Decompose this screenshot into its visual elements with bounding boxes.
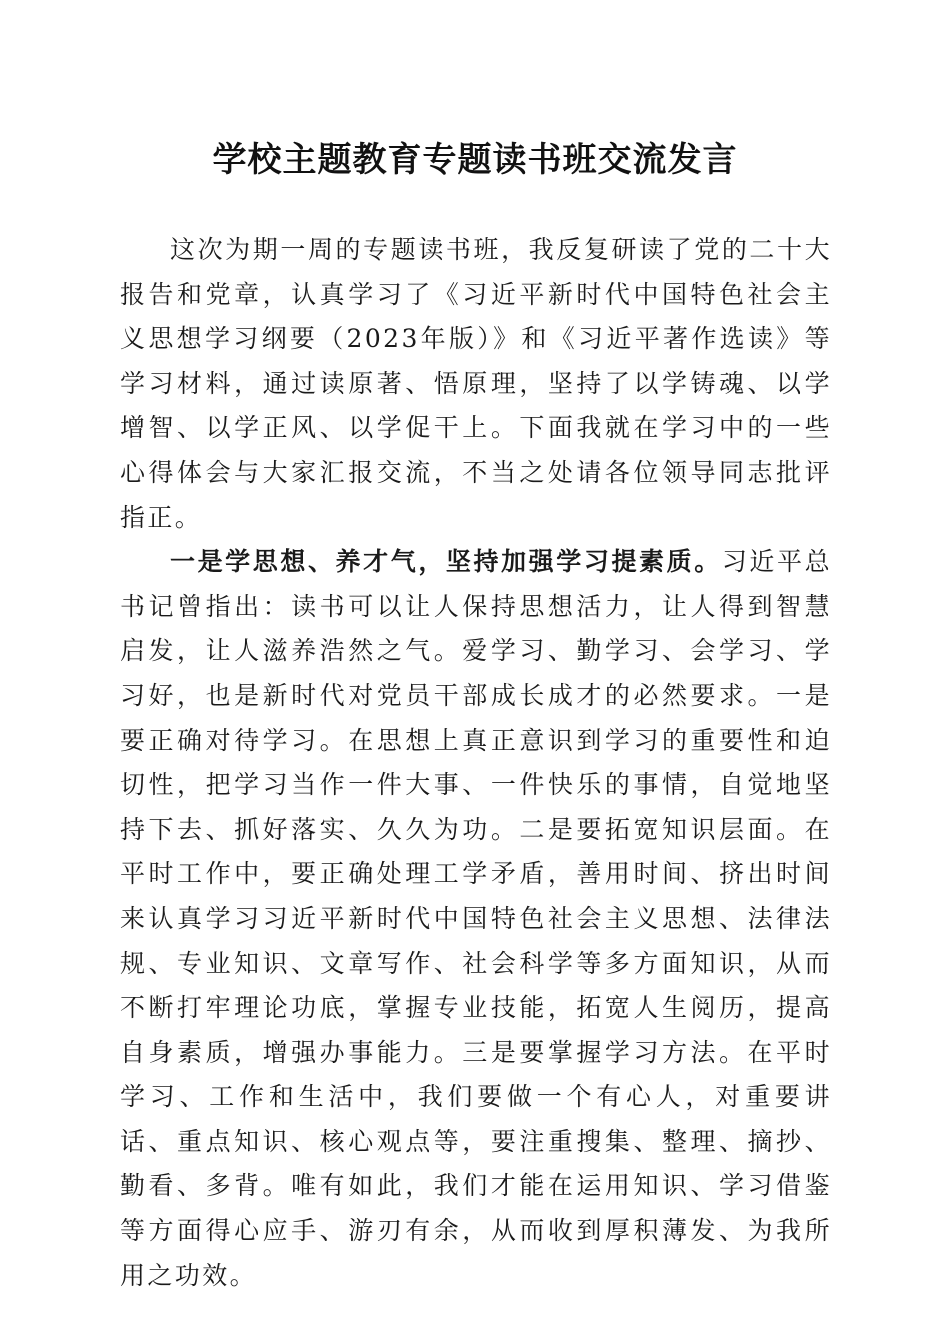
paragraph-text: 这次为期一周的专题读书班，我反复研读了党的二十大报告和党章，认真学习了《习近平新时代中国特色社会主义思想学习纲要（2023年版）》和《习近平著作选读》等学习材料，通过读原著、悟原理，坚持了以学铸魂、以学增智、以学正风、以学促干上。下面我就在学习中的一些心得体会与大家汇报交流，不当之处请各位领导同志批评指正。 [120,235,832,532]
paragraph-intro [120,228,832,540]
paragraph-lead-heading: 一是学思想、养才气，坚持加强学习提素质。 [170,547,722,577]
document-title: 学校主题教育专题读书班交流发言 [212,140,738,180]
paragraph-text: 习近平总书记曾指出：读书可以让人保持思想活力，让人得到智慧启发，让人滋养浩然之气。爱学习、勤学习、会学习、学习好，也是新时代对党员干部成长成才的必然要求。一是要正确对待学习。在思想上真正意识到学习的重要性和迫切性，把学习当作一件大事、一件快乐的事情，自觉地坚持下去、抓好落实、久久为功。二是要拓宽知识层面。在平时工作中，要正确处理工学矛盾，善用时间、挤出时间来认真学习习近平新时代中国特色社会主义思想、法律法规、专业知识、文章写作、社会科学等多方面知识，从而不断打牢理论功底，掌握专业技能，拓宽人生阅历，提高自身素质，增强办事能力。三是要掌握学习方法。在平时学习、工作和生活中，我们要做一个有心人，对重要讲话、重点知识、核心观点等，要注重搜集、整理、摘抄、勤看、多背。唯有如此，我们才能在运用知识、学习借鉴等方面得心应手、游刃有余，从而收到厚积薄发、为我所用之功效。 [120,547,832,1290]
document-body [120,228,832,1298]
paragraph-point-one [120,540,832,1298]
